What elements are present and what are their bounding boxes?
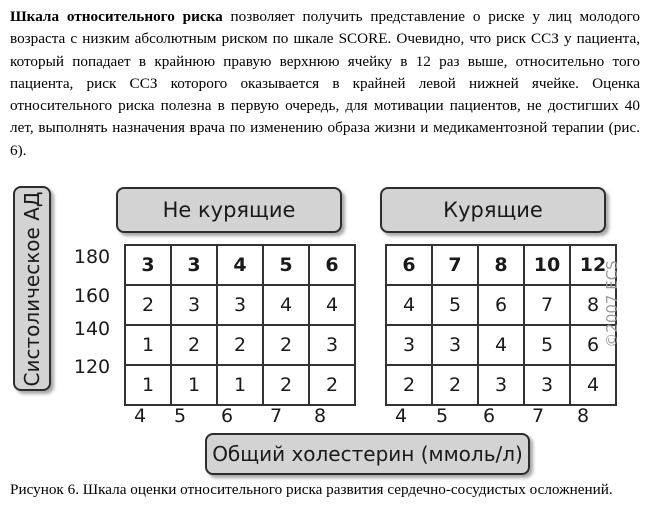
risk-cell: 2 bbox=[171, 325, 217, 365]
risk-cell: 6 bbox=[309, 245, 355, 285]
risk-cell: 2 bbox=[432, 365, 478, 405]
risk-cell: 8 bbox=[570, 285, 616, 325]
risk-cell: 1 bbox=[217, 365, 263, 405]
cholesterol-label: 5 bbox=[435, 405, 449, 427]
cholesterol-label: 5 bbox=[173, 405, 187, 427]
sbp-label: 160 bbox=[73, 285, 111, 307]
risk-cell: 12 bbox=[570, 245, 616, 285]
risk-cell: 3 bbox=[478, 365, 524, 405]
risk-cell: 1 bbox=[125, 365, 171, 405]
risk-cell: 3 bbox=[386, 325, 432, 365]
risk-cell: 1 bbox=[171, 365, 217, 405]
risk-cell: 2 bbox=[217, 325, 263, 365]
figure-caption: Рисунок 6. Шкала оценки относительного риска развития сердечно-сосудистых осложнений. bbox=[10, 481, 613, 498]
y-axis-title-box bbox=[13, 186, 51, 391]
panel-title-smokers bbox=[380, 187, 606, 233]
sbp-label: 120 bbox=[73, 356, 111, 378]
risk-cell: 7 bbox=[432, 245, 478, 285]
x-axis-title: Общий холестерин (ммоль/л) bbox=[212, 442, 523, 466]
risk-cell: 2 bbox=[386, 365, 432, 405]
y-axis-title: Систолическое АД bbox=[20, 190, 44, 387]
intro-paragraph bbox=[10, 6, 640, 162]
risk-cell: 1 bbox=[125, 325, 171, 365]
risk-cell: 3 bbox=[432, 325, 478, 365]
risk-cell: 4 bbox=[570, 365, 616, 405]
risk-cell: 4 bbox=[263, 285, 309, 325]
risk-cell: 2 bbox=[125, 285, 171, 325]
panel-title-nonsmokers-text: Не курящие bbox=[162, 198, 296, 222]
cholesterol-label: 6 bbox=[220, 405, 234, 427]
intro-body: позволяет получить представление о риске у лиц молодого возраста с низким абсолютным риском по шкале SCORE. Очевидно, что риск ССЗ у пациента, который попадает в крайнюю правую верхнюю ячейку в 12 раз выше, относительно того пациента, риск ССЗ которого оказывается в крайней левой нижней ячейке. Оценка относительного риска полезна в первую очередь, для мотивации пациентов, не достигших 40 лет, выполнять назначения врача по изменению образа жизни и медикаментозной терапии (рис. 6). bbox=[10, 8, 640, 159]
risk-cell: 2 bbox=[263, 365, 309, 405]
risk-cell: 5 bbox=[432, 285, 478, 325]
risk-grid-nonsmokers bbox=[124, 244, 356, 406]
cholesterol-label: 8 bbox=[313, 405, 327, 427]
risk-cell: 4 bbox=[478, 325, 524, 365]
risk-cell: 3 bbox=[171, 245, 217, 285]
panel-title-smokers-text: Курящие bbox=[443, 198, 543, 222]
risk-cell: 6 bbox=[570, 325, 616, 365]
risk-cell: 8 bbox=[478, 245, 524, 285]
cholesterol-label: 7 bbox=[269, 405, 283, 427]
sbp-label: 140 bbox=[73, 318, 111, 340]
risk-cell: 6 bbox=[386, 245, 432, 285]
panel-title-nonsmokers bbox=[116, 187, 342, 233]
risk-grid-smokers bbox=[385, 244, 617, 406]
risk-cell: 3 bbox=[171, 285, 217, 325]
risk-cell: 2 bbox=[263, 325, 309, 365]
intro-bold-lead: Шкала относительного риска bbox=[10, 8, 223, 25]
risk-cell: 5 bbox=[263, 245, 309, 285]
risk-cell: 7 bbox=[524, 285, 570, 325]
risk-cell: 2 bbox=[309, 365, 355, 405]
risk-cell: 4 bbox=[217, 245, 263, 285]
cholesterol-label: 4 bbox=[394, 405, 408, 427]
copyright-mark: ©2007 ECS bbox=[603, 260, 621, 348]
cholesterol-label: 7 bbox=[531, 405, 545, 427]
sbp-label: 180 bbox=[73, 246, 111, 268]
risk-cell: 3 bbox=[524, 365, 570, 405]
cholesterol-label: 4 bbox=[133, 405, 147, 427]
cholesterol-label: 6 bbox=[482, 405, 496, 427]
risk-cell: 3 bbox=[125, 245, 171, 285]
x-axis-title-box bbox=[205, 433, 530, 475]
risk-cell: 3 bbox=[309, 325, 355, 365]
risk-cell: 10 bbox=[524, 245, 570, 285]
risk-cell: 5 bbox=[524, 325, 570, 365]
risk-cell: 4 bbox=[386, 285, 432, 325]
risk-cell: 4 bbox=[309, 285, 355, 325]
cholesterol-label: 8 bbox=[576, 405, 590, 427]
risk-cell: 3 bbox=[217, 285, 263, 325]
risk-cell: 6 bbox=[478, 285, 524, 325]
